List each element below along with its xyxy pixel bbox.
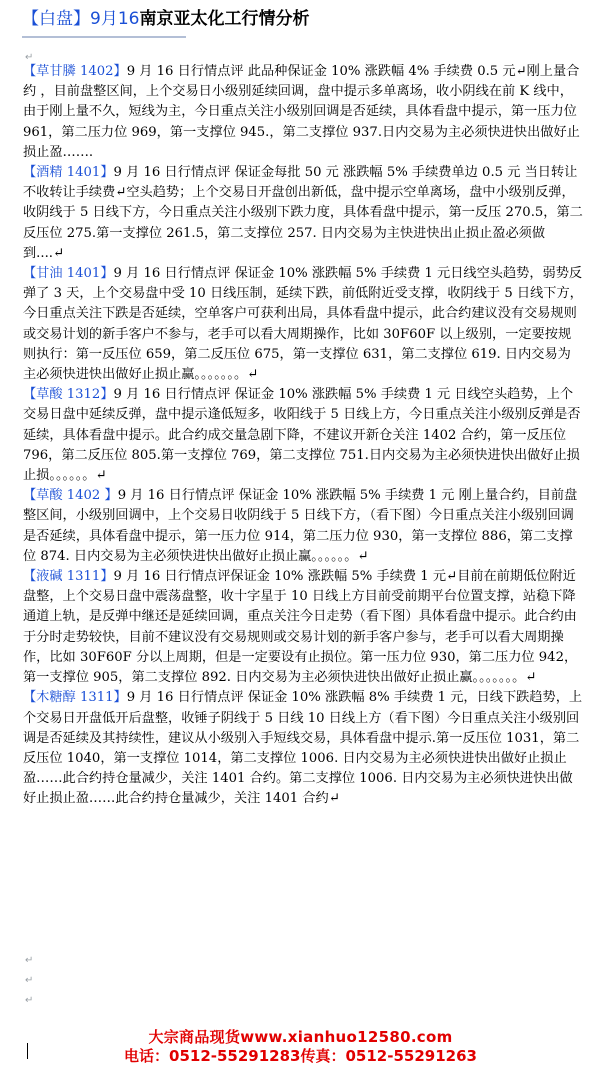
- contract-tag: 【草酸 1402 】: [23, 488, 118, 504]
- contract-tag: 【草甘膦 1402】: [23, 64, 127, 79]
- analysis-body: [23, 62, 583, 810]
- market-section: [23, 62, 583, 163]
- section-text: 9 月 16 日行情点评 保证金 10% 涨跌幅 5% 手续费 1 元日线空头趋势，弱势反弹了 3 天，上个交易盘中受 10 日线压制，延续下跌，前低附近受支撑，收阴线于 5 日线下方，今日重点关注下跌是否延续，空单客户可获利出局，具体看盘中提示，此合约建议没有交易规则或交易计划的新手客户不参与，老手可以看大周期操作，比如 30F60F 以上级别，一定要按规则执行：第一反压位 659，第二反压位 675，第一支撑位 631，第二支撑位 619. 日内交易为主必须快进快出做好止损止赢。。。。。。。↵: [23, 266, 583, 383]
- contract-tag: 【木糖醇 1311】: [23, 690, 127, 706]
- contract-tag: 【甘油 1401】: [23, 266, 114, 282]
- footer-website: 大宗商品现货www.xianhuo12580.com: [148, 1028, 453, 1046]
- paragraph-mark-icon: ↵: [25, 955, 34, 966]
- document-title: [22, 6, 309, 32]
- paragraph-mark-icon: ↵: [25, 995, 34, 1006]
- section-text: 9 月 16 日行情点评 保证金每批 50 元 涨跌幅 5% 手续费单边 0.5 元 当日转让不收转让手续费↵空头趋势；上个交易日开盘创出新低，盘中提示空单离场，盘中小级别反弹，收阴线于 5 日线下方，今日重点关注小级别下跌力度，具体看盘中提示，第一反压 270.5，第二反压位 275.第一支撑位 261.5，第二支撑位 257. 日内交易为主快进快出止损止盈必须做到....↵: [23, 165, 583, 261]
- market-section: [23, 486, 583, 567]
- market-section: [23, 264, 583, 385]
- contract-tag: 【酒精 1401】: [23, 165, 114, 181]
- section-text: 9 月 16 日行情点评 保证金 10% 涨跌幅 5% 手续费 1 元 日线空头趋势，上个交易日盘中延续反弹，盘中提示逢低短多，收阳线于 5 日线上方，今日重点关注小级别反弹是否延续，具体看盘中提示。此合约成交量急剧下降，不建议开新仓关注 1402 合约，第一反压位 796，第二反压位 805.第一支撑位 769，第二支撑位 751.日内交易为主必须快进快出做好止损止损。。。。。。↵: [23, 387, 581, 484]
- paragraph-mark-icon: ↵: [25, 52, 34, 63]
- market-section: [23, 567, 583, 688]
- trailing-paragraph-marks: [25, 948, 33, 1008]
- section-text: 9 月 16 日行情点评 此品种保证金 10% 涨跌幅 4% 手续费 0.5 元↵刚上量合约 ，目前盘整区间，上个交易日小级别延续回调，盘中提示多单离场，收小阴线在前 K 线中，由于刚上量不久，短线为主，今日重点关注小级别回调是否延续，具体看盘中提示，第一压力位 961，第二压力位 969，第一支撑位 945.，第二支撑位 937.日内交易为主必须快进快出做好止损止盈…….: [23, 64, 580, 160]
- market-section: [23, 163, 583, 264]
- market-section: [23, 688, 583, 809]
- title-underline: [22, 36, 186, 38]
- section-text: 9 月 16 日行情点评保证金 10% 涨跌幅 5% 手续费 1 元↵目前在前期低位附近盘整，上个交易日盘中震荡盘整，收十字星于 10 日线上方目前受前期平台位置支撑，站稳下降通道上轨，是反弹中继还是延续回调，重点关注今日走势（看下图）具体看盘中提示。此合约由于分时走势较快，目前不建议没有交易规则或交易计划的新手客户参与，老手可以看大周期操作，比如 30F60F 分以上周期，但是一定要设有止损位。第一压力位 930，第二压力位 942，第一支撑位 905，第二支撑位 892. 日内交易为主必须快进快出做好止损止赢。。。。。。。↵: [23, 569, 578, 686]
- contract-tag: 【液碱 1311】: [23, 569, 114, 585]
- market-section: [23, 385, 583, 486]
- title-session-tag: 【白盘】9月16: [22, 9, 140, 29]
- section-text: 9 月 16 日行情点评 保证金 10% 涨跌幅 5% 手续费 1 元 刚上量合约，目前盘整区间，小级别回调中，上个交易日收阴线于 5 日线下方，（看下图）今日重点关注小级别回调是否延续，具体看盘中提示，第一压力位 914，第二压力位 930，第一支撑位 886，第二支撑位 874. 日内交易为主必须快进快出做好止损止赢。。。。。。↵: [23, 488, 578, 564]
- title-main: 南京亚太化工行情分析: [139, 9, 310, 29]
- contract-tag: 【草酸 1312】: [23, 387, 114, 403]
- paragraph-mark-icon: ↵: [25, 975, 34, 986]
- section-text: 9 月 16 日行情点评 保证金 10% 涨跌幅 8% 手续费 1 元，日线下跌趋势，上个交易日开盘低开后盘整，收锤子阴线于 5 日线 10 日线上方（看下图）今日重点关注小级别回调是否延续及其持续性，建议从小级别入手短线交易，具体看盘中提示.第一反压位 1031，第二反压位 1040，第一支撑位 1014，第二支撑位 1006. 日内交易为主必须快进快出做好止损止盈……此合约持仓量减少，关注 1401 合约。第二支撑位 1006. 日内交易为主必须快进快出做好止损止盈……此合约持仓量减少，关注 1401 合约↵: [23, 690, 583, 807]
- footer-phone-fax: 电话：0512-55291283传真：0512-55291263: [124, 1047, 477, 1065]
- footer-contact: [0, 1028, 601, 1066]
